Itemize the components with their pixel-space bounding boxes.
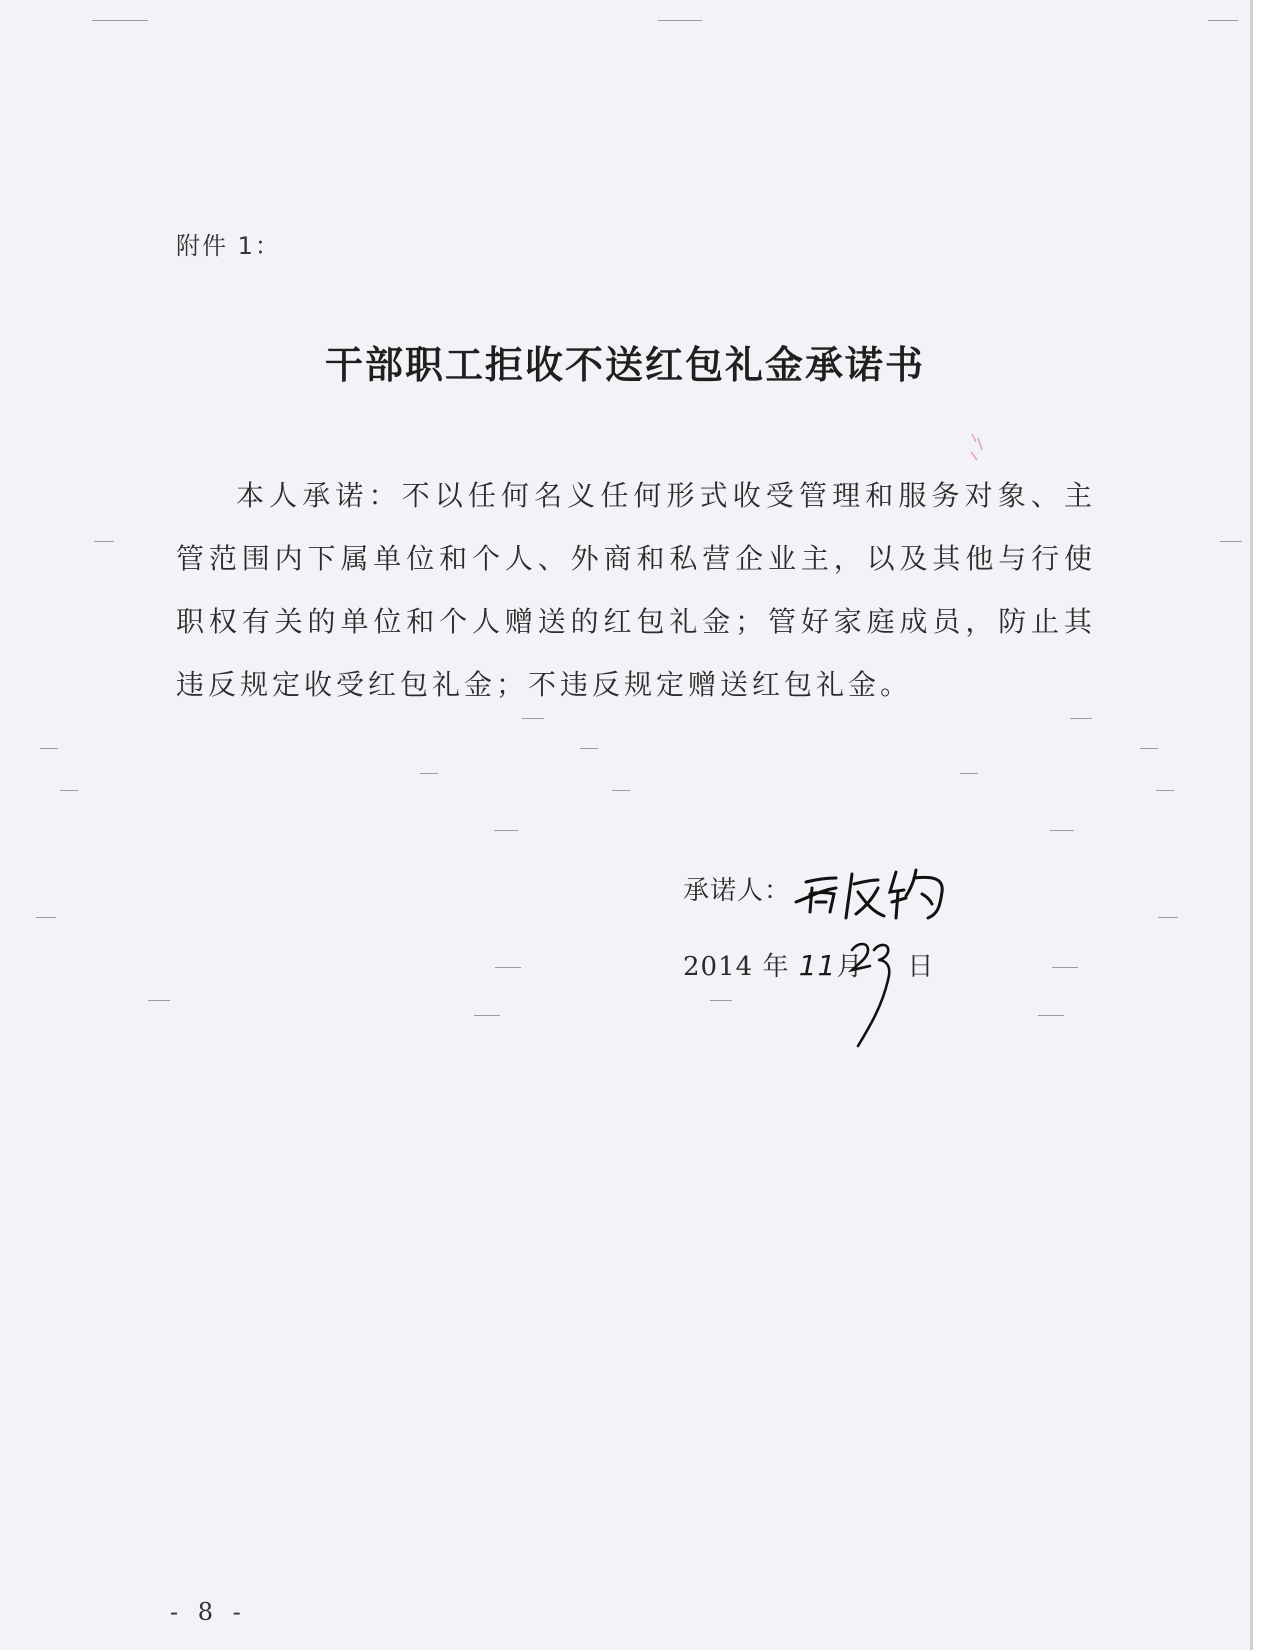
scan-dash (1070, 718, 1092, 719)
scan-dash (474, 1015, 500, 1016)
signer-row (683, 870, 791, 907)
scan-dash (36, 917, 56, 918)
scan-dash (1038, 1015, 1064, 1016)
signer-label: 承诺人： (683, 876, 792, 906)
scan-dash (522, 718, 544, 719)
handwritten-signature (792, 862, 962, 922)
handwritten-day-digits (848, 936, 908, 1051)
scan-dash (1220, 541, 1242, 542)
scan-dash (658, 20, 702, 21)
date-year-suffix: 年 (762, 952, 790, 982)
scan-dash (710, 1000, 732, 1001)
scan-dash (94, 541, 114, 542)
scan-dash (60, 790, 78, 791)
scan-dash (1052, 967, 1078, 968)
attachment-label: 附件 1： (176, 232, 281, 260)
commitment-body: 本人承诺：不以任何名义任何形式收受管理和服务对象、主管范围内下属单位和个人、外商和私营企业主，以及其他与行使职权有关的单位和个人赠送的红包礼金；管好家庭成员，防止其违反规定收受红包礼金；不违反规定赠送红包礼金。 (176, 479, 1096, 701)
scan-dash (580, 748, 598, 749)
scan-dash (612, 790, 630, 791)
scan-dash (1140, 748, 1158, 749)
date-year: 2014 (683, 952, 754, 982)
scan-dash (92, 20, 148, 21)
scan-dash (1158, 917, 1178, 918)
date-month: 11 (798, 949, 837, 982)
document-title: 干部职工拒收不送红包礼金承诺书 (324, 342, 925, 387)
scan-dash (148, 1000, 170, 1001)
scan-dash (420, 773, 438, 774)
scan-dash (40, 748, 58, 749)
scan-edge (1250, 0, 1272, 1650)
scan-dash (960, 773, 978, 774)
stamp-trace-icon (968, 432, 986, 462)
scan-dash (1156, 790, 1174, 791)
date-day-suffix: 日 (907, 952, 935, 982)
scan-dash (495, 967, 521, 968)
scan-dash (1050, 830, 1074, 831)
date-month-suffix: 月 (836, 952, 864, 982)
page-number: - 8 - (170, 1598, 247, 1626)
scan-dash (494, 830, 518, 831)
scan-dash (1208, 20, 1238, 21)
